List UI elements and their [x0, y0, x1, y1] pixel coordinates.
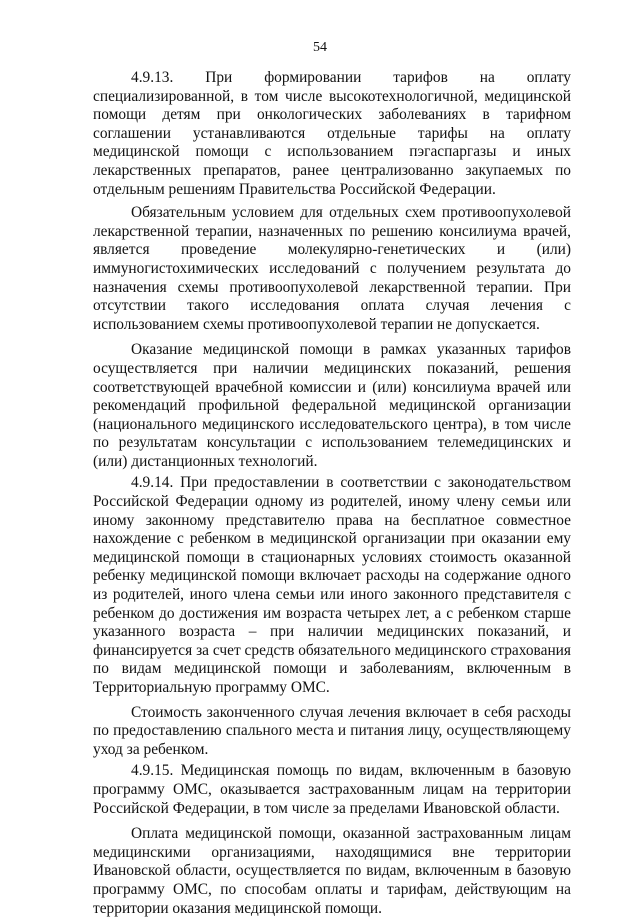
paragraph-4-9-13: 4.9.13. При формировании тарифов на оплату специализированной, в том числе высокотехнологичной, медицинской помощи детям при онкологических заболеваниях в тарифном соглашении устанавливаются отдельные тарифы на оплату медицинской помощи с использованием пэгаспаргазы и иных лекарственных препаратов, ранее централизованно закупаемых по отдельным решениям Правительства Российской Федерации. — [93, 69, 571, 198]
paragraph-mandatory-condition: Обязательным условием для отдельных схем противоопухолевой лекарственной терапии, назначенных по решению консилиума врачей, является проведение молекулярно-генетических и (или) иммуногистохимических исследований с получением результата до назначения схемы противоопухолевой лекарственной терапии. При отсутствии такого исследования оплата случая лечения с использованием схемы противоопухолевой терапии не допускается. — [93, 204, 571, 333]
paragraph-care-provision: Оказание медицинской помощи в рамках указанных тарифов осуществляется при наличии медицинских показаний, решения соответствующей врачебной комиссии и (или) консилиума врачей или рекомендаций профильной федеральной медицинской организации (национального медицинского исследовательского центра), в том числе по результатам консультации с использованием телемедицинских и (или) дистанционных технологий. — [93, 341, 571, 470]
paragraph-cost-of-case: Стоимость законченного случая лечения включает в себя расходы по предоставлению спального места и питания лицу, осуществляющему уход за ребенком. — [93, 703, 571, 758]
document-body — [93, 69, 571, 918]
paragraph-4-9-14: 4.9.14. При предоставлении в соответствии с законодательством Российской Федерации одному из родителей, иному члену семьи или иному законному представителю права на бесплатное совместное нахождение с ребенком в медицинской организации при оказании ему медицинской помощи в стационарных условиях стоимость оказанной ребенку медицинской помощи включает расходы на содержание одного из родителей, иного члена семьи или иного законного представителя с ребенком до достижения им возраста четырех лет, а с ребенком старше указанного возраста – при наличии медицинских показаний, и финансируется за счет средств обязательного медицинского страхования по видам медицинской помощи и заболеваниям, включенным в Территориальную программу ОМС. — [93, 474, 571, 696]
page-number: 54 — [313, 40, 327, 55]
paragraph-4-9-15: 4.9.15. Медицинская помощь по видам, включенным в базовую программу ОМС, оказывается застрахованным лицам на территории Российской Федерации, в том числе за пределами Ивановской области. — [93, 762, 571, 817]
paragraph-payment-outside-region: Оплата медицинской помощи, оказанной застрахованным лицам медицинскими организациями, находящимися вне территории Ивановской области, осуществляется по видам, включенным в базовую программу ОМС, по способам оплаты и тарифам, действующим на территории оказания медицинской помощи. — [93, 825, 571, 917]
